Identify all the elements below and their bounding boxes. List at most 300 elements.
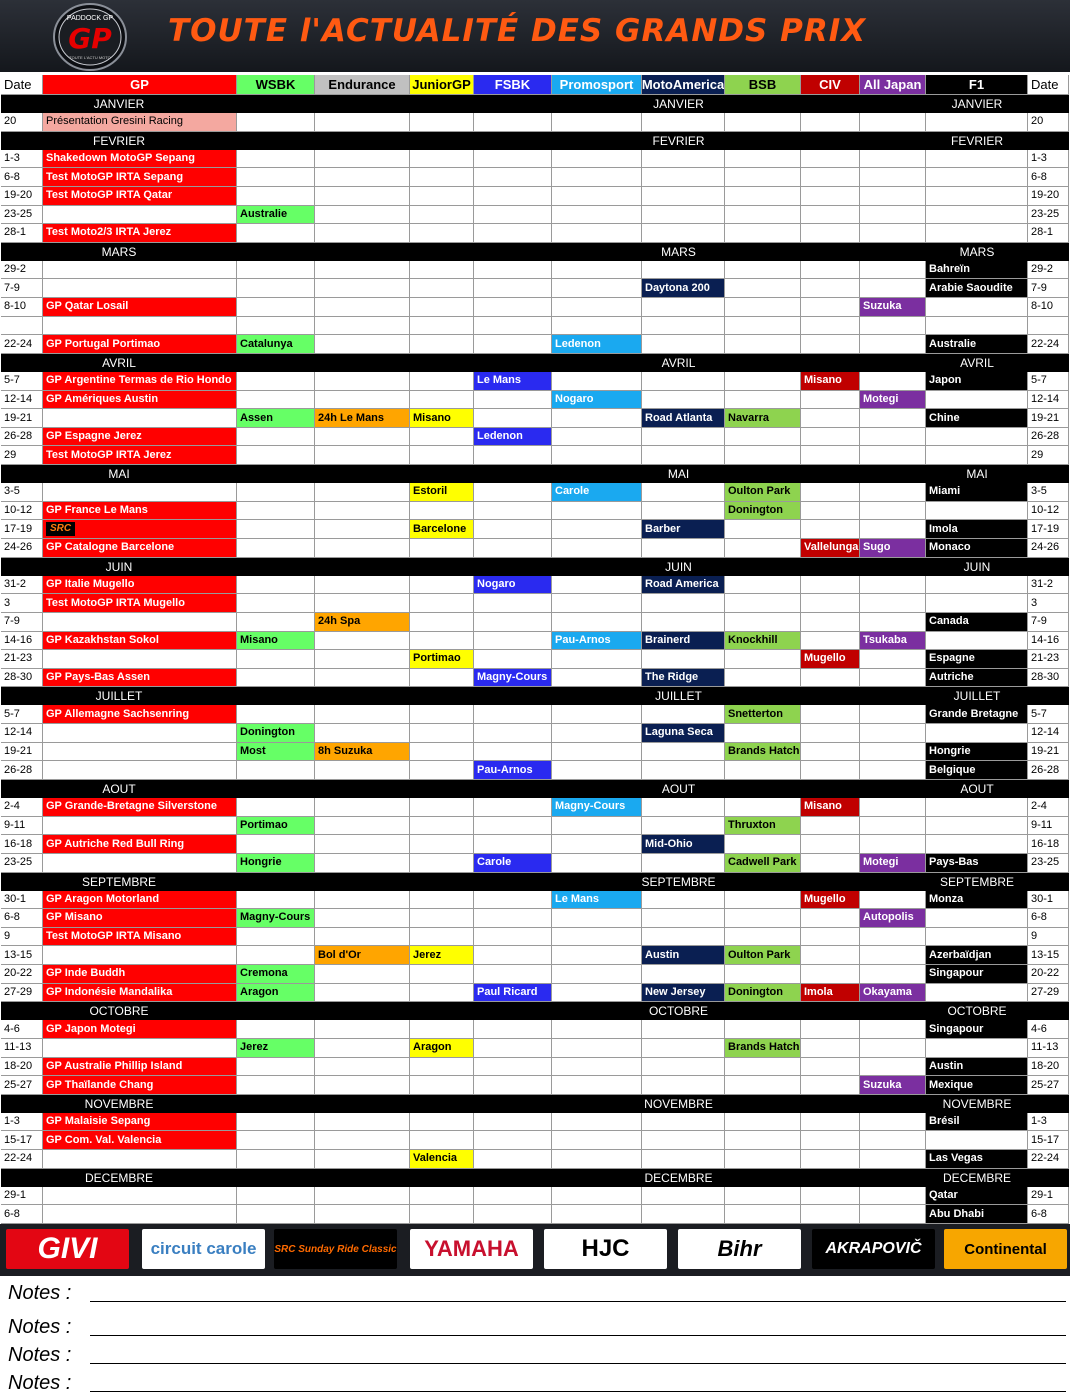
date-cell: 8-10 bbox=[1028, 298, 1069, 317]
event-cell-civ bbox=[801, 206, 860, 225]
event-cell-endurance: 8h Suzuka bbox=[315, 743, 410, 762]
event-cell-endurance bbox=[315, 520, 410, 539]
date-cell: 26-28 bbox=[1, 761, 43, 780]
event-cell-endurance bbox=[315, 372, 410, 391]
event-cell-juniorgp bbox=[410, 279, 474, 298]
date-cell: 18-20 bbox=[1028, 1058, 1069, 1077]
event-cell-bsb: Knockhill bbox=[725, 632, 801, 651]
event-cell-wsbk bbox=[237, 576, 315, 595]
date-cell: 24-26 bbox=[1, 539, 43, 558]
date-cell: 6-8 bbox=[1028, 909, 1069, 928]
event-cell-bsb bbox=[725, 150, 801, 169]
event-cell-wsbk bbox=[237, 539, 315, 558]
event-cell-motoamerica bbox=[642, 613, 725, 632]
event-cell-endurance bbox=[315, 168, 410, 187]
notes-label: Notes : bbox=[8, 1372, 72, 1394]
event-cell-promosport: Magny-Cours bbox=[552, 798, 642, 817]
event-cell-endurance bbox=[315, 909, 410, 928]
event-cell-promosport bbox=[552, 224, 642, 243]
date-cell: 2-4 bbox=[1028, 798, 1069, 817]
event-cell-alljapan bbox=[860, 1150, 926, 1169]
date-cell: 4-6 bbox=[1028, 1020, 1069, 1039]
event-cell-promosport: Nogaro bbox=[552, 391, 642, 410]
event-cell-wsbk: Catalunya bbox=[237, 335, 315, 354]
month-label: AVRIL bbox=[561, 354, 796, 372]
event-cell-alljapan: Suzuka bbox=[860, 298, 926, 317]
event-cell-juniorgp bbox=[410, 798, 474, 817]
event-cell-fsbk: Magny-Cours bbox=[474, 669, 552, 688]
event-cell-endurance bbox=[315, 206, 410, 225]
event-cell-fsbk bbox=[474, 1187, 552, 1206]
event-cell-motoamerica bbox=[642, 539, 725, 558]
event-cell-fsbk bbox=[474, 317, 552, 336]
svg-text:GP: GP bbox=[68, 22, 112, 55]
event-cell-f1 bbox=[926, 428, 1028, 447]
event-cell-fsbk bbox=[474, 743, 552, 762]
event-cell-f1: Mexique bbox=[926, 1076, 1028, 1095]
date-cell: 15-17 bbox=[1028, 1131, 1069, 1150]
event-cell-civ bbox=[801, 1020, 860, 1039]
event-cell-promosport bbox=[552, 650, 642, 669]
event-cell-fsbk bbox=[474, 113, 552, 132]
event-cell-bsb: Oulton Park bbox=[725, 946, 801, 965]
event-cell-endurance bbox=[315, 187, 410, 206]
event-cell-f1: Monaco bbox=[926, 539, 1028, 558]
event-cell-wsbk bbox=[237, 113, 315, 132]
event-cell-gp: GP Japon Motegi bbox=[43, 1020, 237, 1039]
date-cell: 14-16 bbox=[1028, 632, 1069, 651]
event-cell-fsbk bbox=[474, 1076, 552, 1095]
date-cell: 18-20 bbox=[1, 1058, 43, 1077]
event-cell-civ bbox=[801, 1076, 860, 1095]
event-cell-wsbk bbox=[237, 520, 315, 539]
event-cell-fsbk bbox=[474, 632, 552, 651]
event-cell-endurance bbox=[315, 1113, 410, 1132]
event-cell-wsbk bbox=[237, 613, 315, 632]
event-cell-civ bbox=[801, 335, 860, 354]
event-cell-promosport bbox=[552, 150, 642, 169]
date-cell: 6-8 bbox=[1, 168, 43, 187]
event-cell-bsb: Brands Hatch bbox=[725, 1039, 801, 1058]
event-cell-fsbk bbox=[474, 1150, 552, 1169]
event-cell-juniorgp bbox=[410, 854, 474, 873]
event-cell-motoamerica bbox=[642, 909, 725, 928]
event-cell-juniorgp bbox=[410, 743, 474, 762]
event-cell-promosport bbox=[552, 446, 642, 465]
event-cell-alljapan bbox=[860, 1205, 926, 1224]
event-cell-juniorgp bbox=[410, 928, 474, 947]
event-cell-gp bbox=[43, 409, 237, 428]
event-cell-fsbk bbox=[474, 1020, 552, 1039]
date-cell: 30-1 bbox=[1028, 891, 1069, 910]
event-cell-motoamerica: New Jersey bbox=[642, 984, 725, 1003]
event-cell-alljapan bbox=[860, 613, 926, 632]
event-cell-endurance bbox=[315, 650, 410, 669]
date-cell: 9-11 bbox=[1, 817, 43, 836]
date-cell: 12-14 bbox=[1, 391, 43, 410]
event-cell-alljapan: Motegi bbox=[860, 854, 926, 873]
event-cell-juniorgp bbox=[410, 335, 474, 354]
event-cell-f1 bbox=[926, 187, 1028, 206]
event-cell-juniorgp bbox=[410, 391, 474, 410]
event-cell-civ bbox=[801, 909, 860, 928]
event-cell-juniorgp: Valencia bbox=[410, 1150, 474, 1169]
event-cell-f1: Azerbaïdjan bbox=[926, 946, 1028, 965]
date-cell: 2-4 bbox=[1, 798, 43, 817]
event-cell-bsb bbox=[725, 1187, 801, 1206]
calendar-table bbox=[1, 75, 1069, 1224]
month-label: MAI bbox=[561, 465, 796, 483]
event-cell-bsb bbox=[725, 576, 801, 595]
event-cell-promosport bbox=[552, 1150, 642, 1169]
event-cell-f1: Monza bbox=[926, 891, 1028, 910]
notes-line[interactable] bbox=[90, 1301, 1066, 1302]
month-label: OCTOBRE bbox=[561, 1002, 796, 1020]
event-cell-juniorgp: Portimao bbox=[410, 650, 474, 669]
month-label: MARS bbox=[561, 243, 796, 261]
event-cell-wsbk: Hongrie bbox=[237, 854, 315, 873]
event-cell-endurance bbox=[315, 1076, 410, 1095]
date-cell: 29-2 bbox=[1, 261, 43, 280]
event-cell-bsb bbox=[725, 168, 801, 187]
event-cell-juniorgp bbox=[410, 724, 474, 743]
event-cell-bsb bbox=[725, 891, 801, 910]
event-cell-f1 bbox=[926, 502, 1028, 521]
notes-line[interactable] bbox=[90, 1391, 1066, 1392]
event-cell-civ bbox=[801, 187, 860, 206]
sponsor-bar bbox=[0, 1224, 1070, 1276]
event-cell-juniorgp bbox=[410, 1205, 474, 1224]
event-cell-gp: GP Portugal Portimao bbox=[43, 335, 237, 354]
month-label: NOVEMBRE bbox=[1, 1095, 237, 1113]
event-cell-f1: Qatar bbox=[926, 1187, 1028, 1206]
event-cell-promosport bbox=[552, 206, 642, 225]
event-cell-alljapan bbox=[860, 317, 926, 336]
event-cell-fsbk bbox=[474, 261, 552, 280]
event-cell-wsbk bbox=[237, 168, 315, 187]
event-cell-gp bbox=[43, 1205, 237, 1224]
event-cell-endurance bbox=[315, 1150, 410, 1169]
event-cell-promosport bbox=[552, 1058, 642, 1077]
event-cell-fsbk bbox=[474, 705, 552, 724]
event-cell-alljapan bbox=[860, 372, 926, 391]
date-cell: 12-14 bbox=[1028, 391, 1069, 410]
event-cell-motoamerica bbox=[642, 446, 725, 465]
event-cell-gp bbox=[43, 817, 237, 836]
event-cell-civ bbox=[801, 1205, 860, 1224]
event-cell-motoamerica bbox=[642, 1058, 725, 1077]
event-cell-fsbk bbox=[474, 928, 552, 947]
event-cell-alljapan bbox=[860, 502, 926, 521]
date-cell: 5-7 bbox=[1028, 705, 1069, 724]
event-cell-f1 bbox=[926, 206, 1028, 225]
event-cell-promosport bbox=[552, 1039, 642, 1058]
event-cell-fsbk bbox=[474, 1058, 552, 1077]
date-cell: 21-23 bbox=[1, 650, 43, 669]
event-cell-f1: Imola bbox=[926, 520, 1028, 539]
event-cell-bsb bbox=[725, 520, 801, 539]
event-cell-juniorgp bbox=[410, 446, 474, 465]
date-cell: 29 bbox=[1028, 446, 1069, 465]
event-cell-juniorgp bbox=[410, 965, 474, 984]
event-cell-f1: Japon bbox=[926, 372, 1028, 391]
event-cell-endurance bbox=[315, 705, 410, 724]
event-cell-motoamerica bbox=[642, 187, 725, 206]
event-cell-gp bbox=[43, 483, 237, 502]
date-cell: 1-3 bbox=[1028, 150, 1069, 169]
event-cell-juniorgp: Barcelone bbox=[410, 520, 474, 539]
event-cell-wsbk: Portimao bbox=[237, 817, 315, 836]
date-cell: 1-3 bbox=[1, 1113, 43, 1132]
event-cell-wsbk bbox=[237, 279, 315, 298]
month-label: NOVEMBRE bbox=[926, 1095, 1028, 1113]
event-cell-juniorgp bbox=[410, 891, 474, 910]
svg-text:TOUTE L'ACTU MOTO: TOUTE L'ACTU MOTO bbox=[69, 55, 111, 60]
event-cell-gp: GP Com. Val. Valencia bbox=[43, 1131, 237, 1150]
month-label: OCTOBRE bbox=[926, 1002, 1028, 1020]
event-cell-wsbk bbox=[237, 1113, 315, 1132]
event-cell-gp: Test MotoGP IRTA Misano bbox=[43, 928, 237, 947]
event-cell-motoamerica bbox=[642, 261, 725, 280]
event-cell-endurance bbox=[315, 854, 410, 873]
event-cell-bsb bbox=[725, 1150, 801, 1169]
event-cell-f1: Hongrie bbox=[926, 743, 1028, 762]
event-cell-f1: Chine bbox=[926, 409, 1028, 428]
event-cell-motoamerica bbox=[642, 372, 725, 391]
event-cell-fsbk bbox=[474, 594, 552, 613]
event-cell-motoamerica bbox=[642, 1113, 725, 1132]
date-cell: 21-23 bbox=[1028, 650, 1069, 669]
event-cell-juniorgp bbox=[410, 372, 474, 391]
date-cell: 27-29 bbox=[1028, 984, 1069, 1003]
date-cell: 25-27 bbox=[1, 1076, 43, 1095]
date-cell: 7-9 bbox=[1028, 613, 1069, 632]
event-cell-civ bbox=[801, 817, 860, 836]
event-cell-juniorgp bbox=[410, 1020, 474, 1039]
notes-line[interactable] bbox=[90, 1335, 1066, 1336]
date-cell: 24-26 bbox=[1028, 539, 1069, 558]
event-cell-promosport bbox=[552, 1187, 642, 1206]
event-cell-promosport bbox=[552, 539, 642, 558]
event-cell-f1: Singapour bbox=[926, 965, 1028, 984]
event-cell-bsb bbox=[725, 279, 801, 298]
event-cell-bsb bbox=[725, 224, 801, 243]
event-cell-promosport bbox=[552, 502, 642, 521]
event-cell-endurance bbox=[315, 632, 410, 651]
event-cell-fsbk bbox=[474, 224, 552, 243]
event-cell-f1 bbox=[926, 817, 1028, 836]
event-cell-juniorgp bbox=[410, 761, 474, 780]
event-cell-motoamerica bbox=[642, 965, 725, 984]
event-cell-f1 bbox=[926, 168, 1028, 187]
event-cell-alljapan: Okayama bbox=[860, 984, 926, 1003]
event-cell-wsbk: Aragon bbox=[237, 984, 315, 1003]
event-cell-motoamerica bbox=[642, 1131, 725, 1150]
event-cell-bsb bbox=[725, 1205, 801, 1224]
date-cell: 13-15 bbox=[1, 946, 43, 965]
date-cell: 1-3 bbox=[1, 150, 43, 169]
event-cell-endurance bbox=[315, 446, 410, 465]
column-header-wsbk: WSBK bbox=[237, 75, 315, 95]
event-cell-f1: Autriche bbox=[926, 669, 1028, 688]
event-cell-gp bbox=[43, 650, 237, 669]
event-cell-alljapan bbox=[860, 965, 926, 984]
event-cell-endurance bbox=[315, 483, 410, 502]
event-cell-civ bbox=[801, 446, 860, 465]
event-cell-gp bbox=[43, 743, 237, 762]
event-cell-alljapan bbox=[860, 113, 926, 132]
date-cell: 28-30 bbox=[1, 669, 43, 688]
event-cell-civ bbox=[801, 1039, 860, 1058]
event-cell-endurance bbox=[315, 817, 410, 836]
bihr-logo: Bihr bbox=[678, 1229, 801, 1269]
event-cell-promosport bbox=[552, 965, 642, 984]
event-cell-bsb bbox=[725, 1113, 801, 1132]
page-header bbox=[0, 0, 1070, 72]
event-cell-alljapan bbox=[860, 650, 926, 669]
event-cell-gp: GP France Le Mans bbox=[43, 502, 237, 521]
event-cell-civ bbox=[801, 1113, 860, 1132]
event-cell-gp: GP Italie Mugello bbox=[43, 576, 237, 595]
event-cell-promosport bbox=[552, 817, 642, 836]
event-cell-promosport bbox=[552, 1020, 642, 1039]
event-cell-juniorgp bbox=[410, 705, 474, 724]
month-label: MAI bbox=[1, 465, 237, 483]
event-cell-bsb: Donington bbox=[725, 502, 801, 521]
event-cell-fsbk bbox=[474, 650, 552, 669]
continental-logo: Continental bbox=[944, 1229, 1067, 1269]
event-cell-juniorgp bbox=[410, 1131, 474, 1150]
date-cell: 6-8 bbox=[1, 1205, 43, 1224]
paddock-gp-logo bbox=[52, 2, 128, 72]
event-cell-f1: Pays-Bas bbox=[926, 854, 1028, 873]
akrapovic-logo: AKRAPOVIČ bbox=[812, 1229, 935, 1269]
event-cell-bsb bbox=[725, 650, 801, 669]
month-label: FEVRIER bbox=[561, 132, 796, 150]
date-cell: 16-18 bbox=[1028, 835, 1069, 854]
event-cell-juniorgp: Jerez bbox=[410, 946, 474, 965]
event-cell-fsbk bbox=[474, 409, 552, 428]
event-cell-alljapan bbox=[860, 576, 926, 595]
event-cell-fsbk bbox=[474, 502, 552, 521]
src-logo-icon: SRC bbox=[46, 522, 75, 536]
event-cell-promosport bbox=[552, 835, 642, 854]
event-cell-alljapan bbox=[860, 1058, 926, 1077]
date-cell: 30-1 bbox=[1, 891, 43, 910]
event-cell-f1: Miami bbox=[926, 483, 1028, 502]
month-label: JUIN bbox=[1, 558, 237, 576]
event-cell-civ: Misano bbox=[801, 372, 860, 391]
event-cell-motoamerica bbox=[642, 428, 725, 447]
event-cell-juniorgp bbox=[410, 428, 474, 447]
event-cell-bsb bbox=[725, 909, 801, 928]
event-cell-bsb bbox=[725, 206, 801, 225]
event-cell-alljapan bbox=[860, 224, 926, 243]
event-cell-civ bbox=[801, 391, 860, 410]
event-cell-fsbk bbox=[474, 798, 552, 817]
event-cell-motoamerica: Mid-Ohio bbox=[642, 835, 725, 854]
event-cell-fsbk bbox=[474, 1131, 552, 1150]
event-cell-gp: GP Allemagne Sachsenring bbox=[43, 705, 237, 724]
event-cell-fsbk bbox=[474, 446, 552, 465]
event-cell-juniorgp bbox=[410, 502, 474, 521]
month-label: SEPTEMBRE bbox=[561, 873, 796, 891]
month-label: JUILLET bbox=[926, 687, 1028, 705]
event-cell-gp bbox=[43, 206, 237, 225]
event-cell-motoamerica bbox=[642, 705, 725, 724]
date-cell: 14-16 bbox=[1, 632, 43, 651]
event-cell-wsbk bbox=[237, 835, 315, 854]
event-cell-bsb bbox=[725, 928, 801, 947]
event-cell-motoamerica: Daytona 200 bbox=[642, 279, 725, 298]
event-cell-alljapan bbox=[860, 168, 926, 187]
event-cell-alljapan bbox=[860, 761, 926, 780]
event-cell-bsb bbox=[725, 113, 801, 132]
event-cell-wsbk bbox=[237, 946, 315, 965]
event-cell-f1: Australie bbox=[926, 335, 1028, 354]
event-cell-f1 bbox=[926, 113, 1028, 132]
circuit-carole-logo: circuit carole bbox=[142, 1229, 265, 1269]
month-label: JANVIER bbox=[1, 95, 237, 113]
event-cell-bsb bbox=[725, 391, 801, 410]
event-cell-civ: Vallelunga bbox=[801, 539, 860, 558]
event-cell-f1 bbox=[926, 576, 1028, 595]
event-cell-gp: GP Pays-Bas Assen bbox=[43, 669, 237, 688]
event-cell-gp bbox=[43, 613, 237, 632]
event-cell-alljapan bbox=[860, 891, 926, 910]
event-cell-motoamerica bbox=[642, 891, 725, 910]
yamaha-logo: YAMAHA bbox=[410, 1229, 533, 1269]
event-cell-motoamerica bbox=[642, 298, 725, 317]
month-label: SEPTEMBRE bbox=[926, 873, 1028, 891]
event-cell-civ bbox=[801, 502, 860, 521]
date-cell: 12-14 bbox=[1028, 724, 1069, 743]
event-cell-alljapan bbox=[860, 409, 926, 428]
event-cell-wsbk bbox=[237, 317, 315, 336]
event-cell-endurance bbox=[315, 594, 410, 613]
event-cell-endurance bbox=[315, 1131, 410, 1150]
date-cell: 23-25 bbox=[1028, 854, 1069, 873]
event-cell-civ bbox=[801, 1187, 860, 1206]
event-cell-promosport bbox=[552, 1113, 642, 1132]
event-cell-bsb bbox=[725, 1076, 801, 1095]
event-cell-motoamerica: Austin bbox=[642, 946, 725, 965]
event-cell-civ: Misano bbox=[801, 798, 860, 817]
date-cell: 22-24 bbox=[1, 1150, 43, 1169]
event-cell-motoamerica bbox=[642, 761, 725, 780]
date-cell: 29 bbox=[1, 446, 43, 465]
month-label: AOUT bbox=[561, 780, 796, 798]
event-cell-f1 bbox=[926, 298, 1028, 317]
event-cell-alljapan bbox=[860, 946, 926, 965]
event-cell-fsbk bbox=[474, 1039, 552, 1058]
event-cell-juniorgp bbox=[410, 206, 474, 225]
event-cell-wsbk: Assen bbox=[237, 409, 315, 428]
event-cell-alljapan bbox=[860, 428, 926, 447]
event-cell-bsb bbox=[725, 761, 801, 780]
month-label: AOUT bbox=[926, 780, 1028, 798]
event-cell-civ bbox=[801, 761, 860, 780]
event-cell-f1 bbox=[926, 391, 1028, 410]
notes-line[interactable] bbox=[90, 1363, 1066, 1364]
event-cell-civ: Imola bbox=[801, 984, 860, 1003]
givi-logo: GIVI bbox=[6, 1229, 129, 1269]
event-cell-motoamerica bbox=[642, 928, 725, 947]
event-cell-motoamerica bbox=[642, 335, 725, 354]
event-cell-fsbk bbox=[474, 298, 552, 317]
event-cell-civ bbox=[801, 965, 860, 984]
month-label: FEVRIER bbox=[1, 132, 237, 150]
